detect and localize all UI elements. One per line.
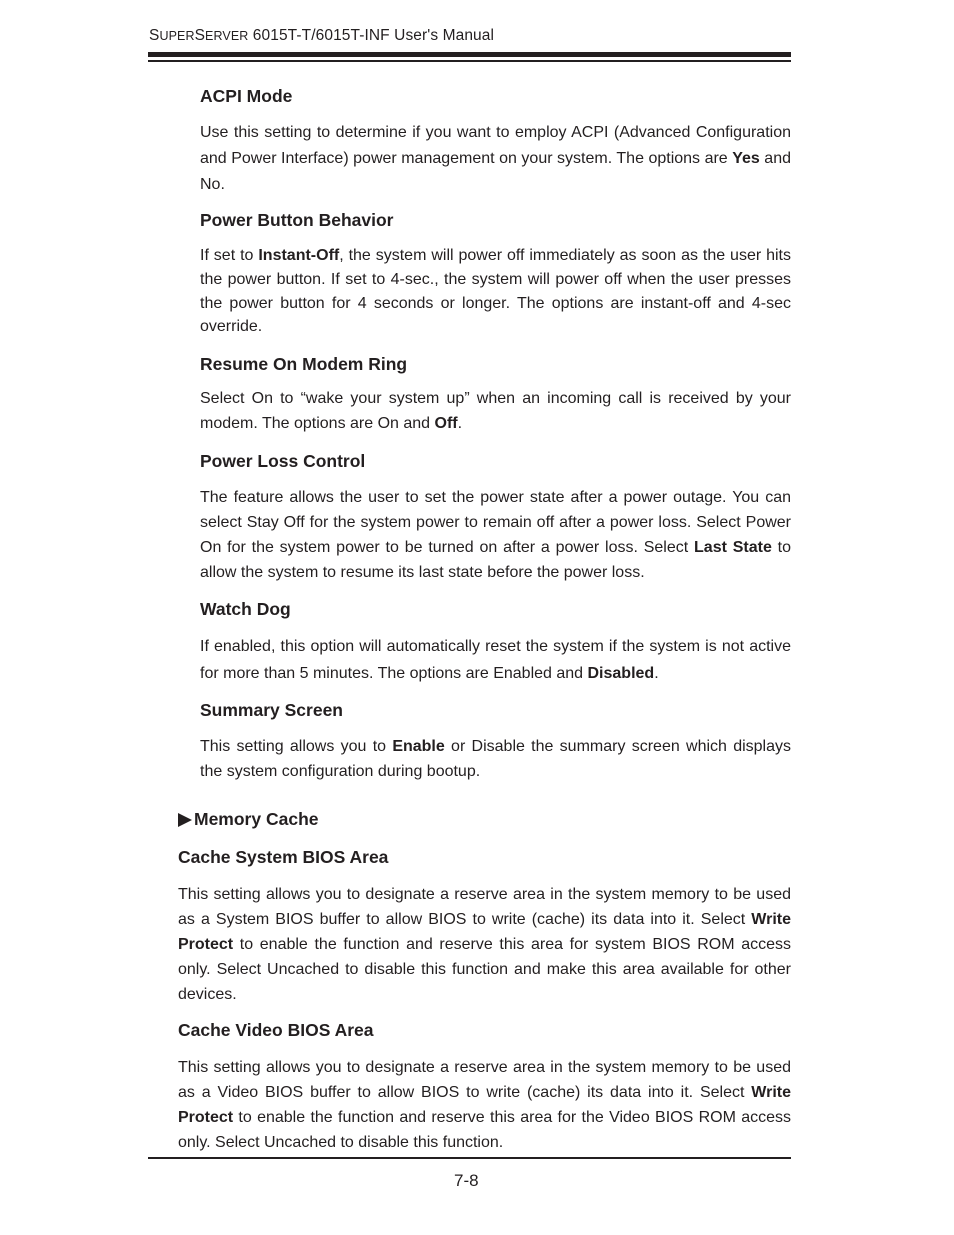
- resume-modem-heading: Resume On Modem Ring: [200, 354, 408, 374]
- footer-rule: [148, 1157, 791, 1159]
- acpi-mode-paragraph: [200, 120, 791, 198]
- cache-video-bios-bold-1: Write Protect: [178, 1084, 791, 1126]
- running-header: [149, 27, 494, 45]
- power-button-bold-1: Instant-Off: [258, 247, 340, 264]
- header-title-sc1: UPER: [159, 29, 195, 43]
- summary-screen-text-2: or Disable the summary screen which displays the system configuration during bootup.: [200, 738, 791, 780]
- header-title-s1: S: [149, 27, 160, 44]
- summary-screen-text-1: This setting allows you to: [200, 738, 393, 755]
- resume-modem-paragraph: [200, 387, 791, 436]
- page-number: 7-8: [454, 1171, 479, 1190]
- cache-video-bios-paragraph: [178, 1055, 791, 1155]
- watch-dog-heading: Watch Dog: [200, 599, 291, 619]
- resume-modem-bold-1: Off: [434, 414, 458, 432]
- power-button-text-2: , the system will power off immediately as soon as the user hits the power button. If set to 4-sec., the system will power off when the user presses the power button for 4 seconds or longer. The options are instant-off and 4-sec override.: [200, 247, 791, 336]
- watch-dog-paragraph: [200, 633, 791, 687]
- power-button-heading: Power Button Behavior: [200, 210, 394, 230]
- cache-video-bios-heading: Cache Video BIOS Area: [178, 1020, 374, 1040]
- cache-system-bios-paragraph: [178, 882, 791, 1007]
- acpi-text-2: and No.: [200, 150, 791, 193]
- watch-dog-text-1: If enabled, this option will automatically reset the system if the system is not active for more than 5 minutes. The options are Enabled and: [200, 638, 791, 682]
- memory-cache-heading: [178, 809, 319, 830]
- header-title-rest: 6015T-T/6015T-INF User's Manual: [248, 27, 495, 44]
- acpi-bold-1: Yes: [732, 150, 760, 167]
- watch-dog-bold-1: Disabled: [587, 665, 655, 682]
- right-triangle-icon: [178, 813, 192, 827]
- header-rule-thin: [148, 60, 791, 62]
- cache-system-bios-bold-1: Write Protect: [178, 911, 791, 953]
- header-title-s2: S: [194, 27, 206, 44]
- cache-system-bios-heading: Cache System BIOS Area: [178, 847, 389, 867]
- power-button-paragraph: [200, 244, 791, 339]
- memory-cache-label: Memory Cache: [194, 809, 319, 829]
- cache-video-bios-text-1: This setting allows you to designate a reserve area in the system memory to be used as a Video BIOS buffer to allow BIOS to write (cache) its data into it. Select: [178, 1059, 791, 1101]
- cache-system-bios-text-2: to enable the function and reserve this area for system BIOS ROM access only. Select Uncached to disable this function and make this area available for other devices.: [178, 936, 791, 1003]
- power-loss-bold-1: Last State: [694, 539, 772, 556]
- header-title-sc2: ERVER: [205, 29, 249, 43]
- summary-screen-bold-1: Enable: [392, 738, 445, 755]
- acpi-mode-heading: ACPI Mode: [200, 86, 293, 106]
- resume-modem-text-2: .: [457, 414, 463, 432]
- power-loss-heading: Power Loss Control: [200, 451, 366, 471]
- cache-system-bios-text-1: This setting allows you to designate a reserve area in the system memory to be used as a System BIOS buffer to allow BIOS to write (cache) its data into it. Select: [178, 886, 791, 928]
- cache-video-bios-text-2: to enable the function and reserve this area for the Video BIOS ROM access only. Select Uncached to disable this function.: [178, 1109, 791, 1151]
- summary-screen-paragraph: [200, 734, 791, 784]
- power-loss-text-2: to allow the system to resume its last state before the power loss.: [200, 539, 792, 581]
- power-loss-paragraph: [200, 485, 791, 585]
- header-rule-thick: [148, 52, 791, 57]
- summary-screen-heading: Summary Screen: [200, 700, 343, 720]
- watch-dog-text-2: .: [654, 665, 659, 682]
- power-button-text-1: If set to: [200, 247, 259, 264]
- acpi-text-1: Use this setting to determine if you want to employ ACPI (Advanced Configuration and Power Interface) power management on your system. The options are: [200, 124, 791, 167]
- power-loss-text-1: The feature allows the user to set the power state after a power outage. You can select Stay Off for the system power to remain off after a power loss. Select Power On for the system power to be turned on after a power loss. Select: [200, 489, 791, 556]
- resume-modem-text-1: Select On to “wake your system up” when an incoming call is received by your modem. The options are On and: [200, 390, 791, 432]
